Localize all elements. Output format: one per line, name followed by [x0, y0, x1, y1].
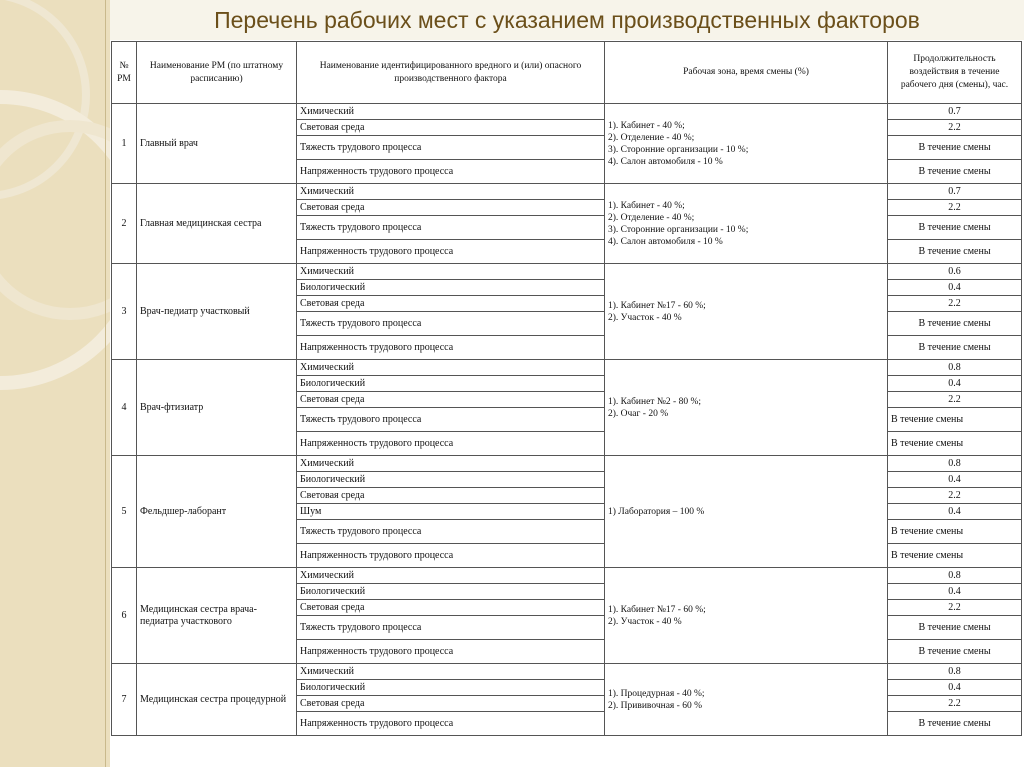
exposure-duration: В течение смены	[888, 312, 1022, 336]
table-row	[112, 264, 1022, 280]
exposure-duration: 0.4	[888, 504, 1022, 520]
work-zone-line: 4). Салон автомобиля - 10 %	[608, 156, 723, 167]
factor-name: Световая среда	[297, 392, 605, 408]
factor-name: Световая среда	[297, 696, 605, 712]
factor-name: Биологический	[297, 376, 605, 392]
exposure-duration: 0.7	[888, 104, 1022, 120]
header-factor: Наименование идентифицированного вредного и (или) опасного производственного фактора	[297, 42, 605, 104]
factor-name: Химический	[297, 104, 605, 120]
exposure-duration: 2.2	[888, 392, 1022, 408]
factor-name: Тяжесть трудового процесса	[297, 312, 605, 336]
workplace-number: 6	[112, 568, 137, 664]
factor-name: Тяжесть трудового процесса	[297, 616, 605, 640]
exposure-duration: 0.8	[888, 664, 1022, 680]
exposure-duration: В течение смены	[888, 712, 1022, 736]
exposure-duration: В течение смены	[888, 136, 1022, 160]
factor-name: Тяжесть трудового процесса	[297, 408, 605, 432]
exposure-duration: В течение смены	[888, 408, 1022, 432]
header-zone: Рабочая зона, время смены (%)	[605, 42, 888, 104]
exposure-duration: 2.2	[888, 488, 1022, 504]
workplace-number: 5	[112, 456, 137, 568]
table-row	[112, 456, 1022, 472]
factor-name: Световая среда	[297, 488, 605, 504]
factor-name: Световая среда	[297, 296, 605, 312]
factor-name: Тяжесть трудового процесса	[297, 520, 605, 544]
exposure-duration: В течение смены	[888, 640, 1022, 664]
exposure-duration: 2.2	[888, 296, 1022, 312]
work-zone-line: 2). Участок - 40 %	[608, 616, 682, 627]
workplace-name: Главная медицинская сестра	[137, 184, 297, 264]
exposure-duration: 2.2	[888, 120, 1022, 136]
decorative-ring	[0, 120, 110, 320]
factor-name: Световая среда	[297, 200, 605, 216]
exposure-duration: 0.7	[888, 184, 1022, 200]
exposure-duration: 0.4	[888, 376, 1022, 392]
work-zone	[605, 568, 888, 664]
work-zone-line: 1). Кабинет №17 - 60 %;	[608, 300, 706, 311]
exposure-duration: 0.6	[888, 264, 1022, 280]
exposure-duration: 0.4	[888, 680, 1022, 696]
factor-name: Биологический	[297, 584, 605, 600]
workplace-number: 3	[112, 264, 137, 360]
factor-name: Напряженность трудового процесса	[297, 640, 605, 664]
factor-name: Биологический	[297, 472, 605, 488]
factor-name: Химический	[297, 184, 605, 200]
workplace-name: Врач-педиатр участковый	[137, 264, 297, 360]
workplace-name: Медицинская сестра врача-педиатра участкового	[137, 568, 297, 664]
workplace-name: Фельдшер-лаборант	[137, 456, 297, 568]
work-zone	[605, 264, 888, 360]
work-zone	[605, 456, 888, 568]
work-zone-line: 1). Кабинет №2 - 80 %;	[608, 396, 701, 407]
work-zone-line: 3). Сторонние организации - 10 %;	[608, 224, 749, 235]
workplace-number: 7	[112, 664, 137, 736]
exposure-duration: В течение смены	[888, 544, 1022, 568]
workplace-name: Медицинская сестра процедурной	[137, 664, 297, 736]
exposure-duration: 2.2	[888, 200, 1022, 216]
exposure-duration: 0.8	[888, 360, 1022, 376]
work-zone-line: 2). Отделение - 40 %;	[608, 212, 695, 223]
work-zone	[605, 360, 888, 456]
header-duration: Продолжительность воздействия в течение рабочего дня (смены), час.	[888, 42, 1022, 104]
exposure-duration: В течение смены	[888, 432, 1022, 456]
workplace-name: Главный врач	[137, 104, 297, 184]
exposure-duration: В течение смены	[888, 240, 1022, 264]
factor-name: Химический	[297, 568, 605, 584]
factor-name: Шум	[297, 504, 605, 520]
factor-name: Напряженность трудового процесса	[297, 336, 605, 360]
exposure-duration: 2.2	[888, 696, 1022, 712]
table-body	[112, 104, 1022, 736]
table-row	[112, 184, 1022, 200]
table-row	[112, 360, 1022, 376]
exposure-duration: В течение смены	[888, 160, 1022, 184]
work-zone-line: 1). Кабинет - 40 %;	[608, 200, 685, 211]
exposure-duration: В течение смены	[888, 520, 1022, 544]
factor-name: Напряженность трудового процесса	[297, 712, 605, 736]
factor-name: Напряженность трудового процесса	[297, 240, 605, 264]
factor-name: Напряженность трудового процесса	[297, 544, 605, 568]
exposure-duration: 0.4	[888, 280, 1022, 296]
factor-name: Биологический	[297, 680, 605, 696]
exposure-duration: 0.8	[888, 456, 1022, 472]
work-zone	[605, 664, 888, 736]
factor-name: Химический	[297, 360, 605, 376]
exposure-duration: 2.2	[888, 600, 1022, 616]
work-zone-line: 1) Лаборатория – 100 %	[608, 506, 705, 517]
factor-name: Световая среда	[297, 120, 605, 136]
work-zone-line: 2). Очаг - 20 %	[608, 408, 669, 419]
factor-name: Химический	[297, 664, 605, 680]
work-zone-line: 2). Участок - 40 %	[608, 312, 682, 323]
exposure-duration: В течение смены	[888, 336, 1022, 360]
panel-divider	[105, 0, 106, 767]
workplace-number: 2	[112, 184, 137, 264]
work-zone	[605, 184, 888, 264]
exposure-duration: 0.4	[888, 472, 1022, 488]
header-name: Наименование РМ (по штатному расписанию)	[137, 42, 297, 104]
factor-name: Напряженность трудового процесса	[297, 160, 605, 184]
factor-name: Химический	[297, 264, 605, 280]
factor-name: Световая среда	[297, 600, 605, 616]
factor-name: Биологический	[297, 280, 605, 296]
header-num: № РМ	[112, 42, 137, 104]
workplace-number: 4	[112, 360, 137, 456]
work-zone-line: 1). Кабинет - 40 %;	[608, 120, 685, 131]
exposure-duration: 0.8	[888, 568, 1022, 584]
factor-name: Напряженность трудового процесса	[297, 432, 605, 456]
table-row	[112, 664, 1022, 680]
workplace-number: 1	[112, 104, 137, 184]
table-header-row	[112, 42, 1022, 104]
work-zone-line: 1). Процедурная - 40 %;	[608, 688, 705, 699]
work-zone-line: 3). Сторонние организации - 10 %;	[608, 144, 749, 155]
workplace-name: Врач-фтизиатр	[137, 360, 297, 456]
work-zone-line: 2). Отделение - 40 %;	[608, 132, 695, 143]
work-zone	[605, 104, 888, 184]
page-title: Перечень рабочих мест с указанием производственных факторов	[214, 7, 920, 33]
factor-name: Тяжесть трудового процесса	[297, 136, 605, 160]
work-zone-line: 4). Салон автомобиля - 10 %	[608, 236, 723, 247]
workplace-factors-table	[111, 41, 1022, 736]
work-zone-line: 1). Кабинет №17 - 60 %;	[608, 604, 706, 615]
factor-name: Тяжесть трудового процесса	[297, 216, 605, 240]
exposure-duration: 0.4	[888, 584, 1022, 600]
factor-name: Химический	[297, 456, 605, 472]
table-row	[112, 568, 1022, 584]
work-zone-line: 2). Прививочная - 60 %	[608, 700, 703, 711]
table-row	[112, 104, 1022, 120]
exposure-duration: В течение смены	[888, 616, 1022, 640]
exposure-duration: В течение смены	[888, 216, 1022, 240]
decorative-side-panel	[0, 0, 110, 767]
